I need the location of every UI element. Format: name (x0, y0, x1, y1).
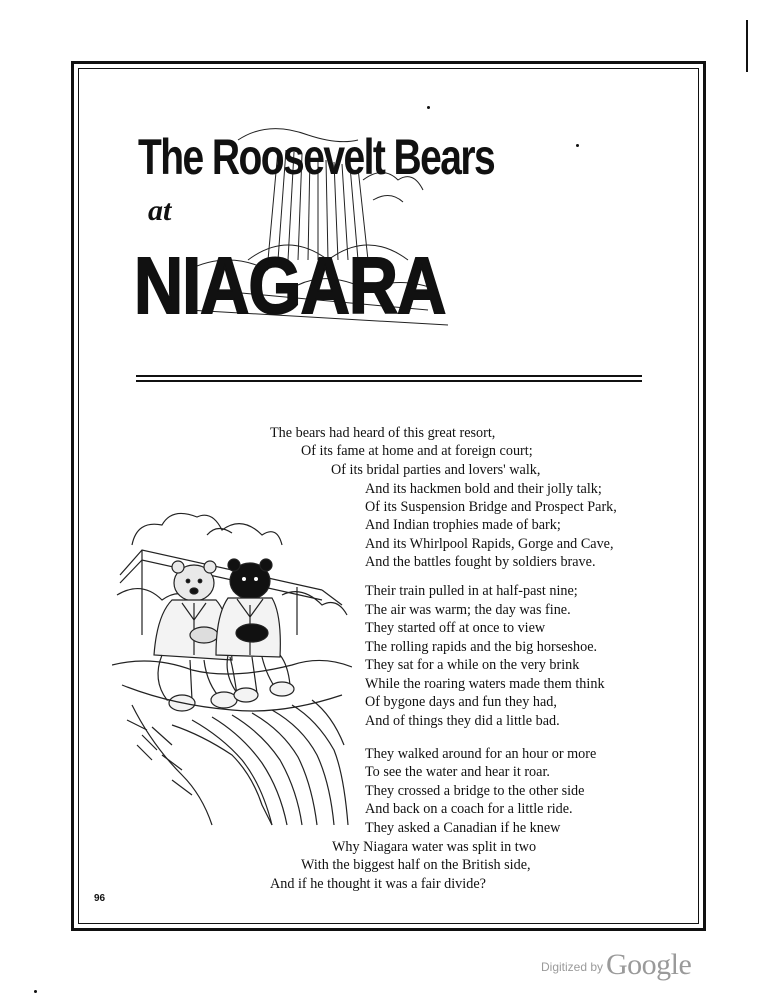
poem-line: The bears had heard of this great resort, (270, 425, 496, 441)
page-number: 96 (94, 893, 106, 904)
poem-line: And back on a coach for a little ride. (365, 801, 573, 817)
poem-line: They walked around for an hour or more (365, 746, 597, 762)
poem-line: They crossed a bridge to the other side (365, 783, 585, 799)
poem-line: Their train pulled in at half-past nine; (365, 583, 578, 599)
poem-line: The rolling rapids and the big horseshoe. (365, 639, 598, 655)
poem-line: Why Niagara water was split in two (332, 839, 537, 855)
poem-line: While the roaring waters made them think (365, 676, 605, 692)
title-rule-bottom (136, 380, 642, 382)
poem-line: And if he thought it was a fair divide? (270, 876, 486, 892)
poem-line: The air was warm; the day was fine. (365, 602, 571, 618)
title-line-3: NIAGARA (134, 241, 446, 330)
poem-line: Of its bridal parties and lovers' walk, (331, 462, 541, 478)
poem-line: With the biggest half on the British side, (301, 857, 531, 873)
speck (34, 990, 37, 993)
poem-line: Of bygone days and fun they had, (365, 694, 557, 710)
digitized-by-label: Digitized by (541, 960, 604, 974)
poem-line: Of its Suspension Bridge and Prospect Park, (365, 499, 617, 515)
poem-line: They sat for a while on the very brink (365, 657, 580, 673)
poem-line: And Indian trophies made of bark; (365, 517, 561, 533)
title-rule-top (136, 375, 642, 377)
poem-line: And the battles fought by soldiers brave. (365, 554, 596, 570)
google-logo: Google (606, 948, 692, 981)
title-line-2: at (148, 194, 172, 227)
poem-line: They asked a Canadian if he knew (365, 820, 561, 836)
poem-line: To see the water and hear it roar. (365, 764, 550, 780)
bears-illustration (112, 505, 352, 830)
poem-line: And its Whirlpool Rapids, Gorge and Cave, (365, 536, 614, 552)
page-edge-mark (746, 20, 748, 72)
poem-line: And its hackmen bold and their jolly talk; (365, 481, 602, 497)
poem-line: They started off at once to view (365, 620, 546, 636)
poem-line: And of things they did a little bad. (365, 713, 560, 729)
title-line-1: The Roosevelt Bears (138, 129, 495, 185)
poem-line: Of its fame at home and at foreign court; (301, 443, 533, 459)
